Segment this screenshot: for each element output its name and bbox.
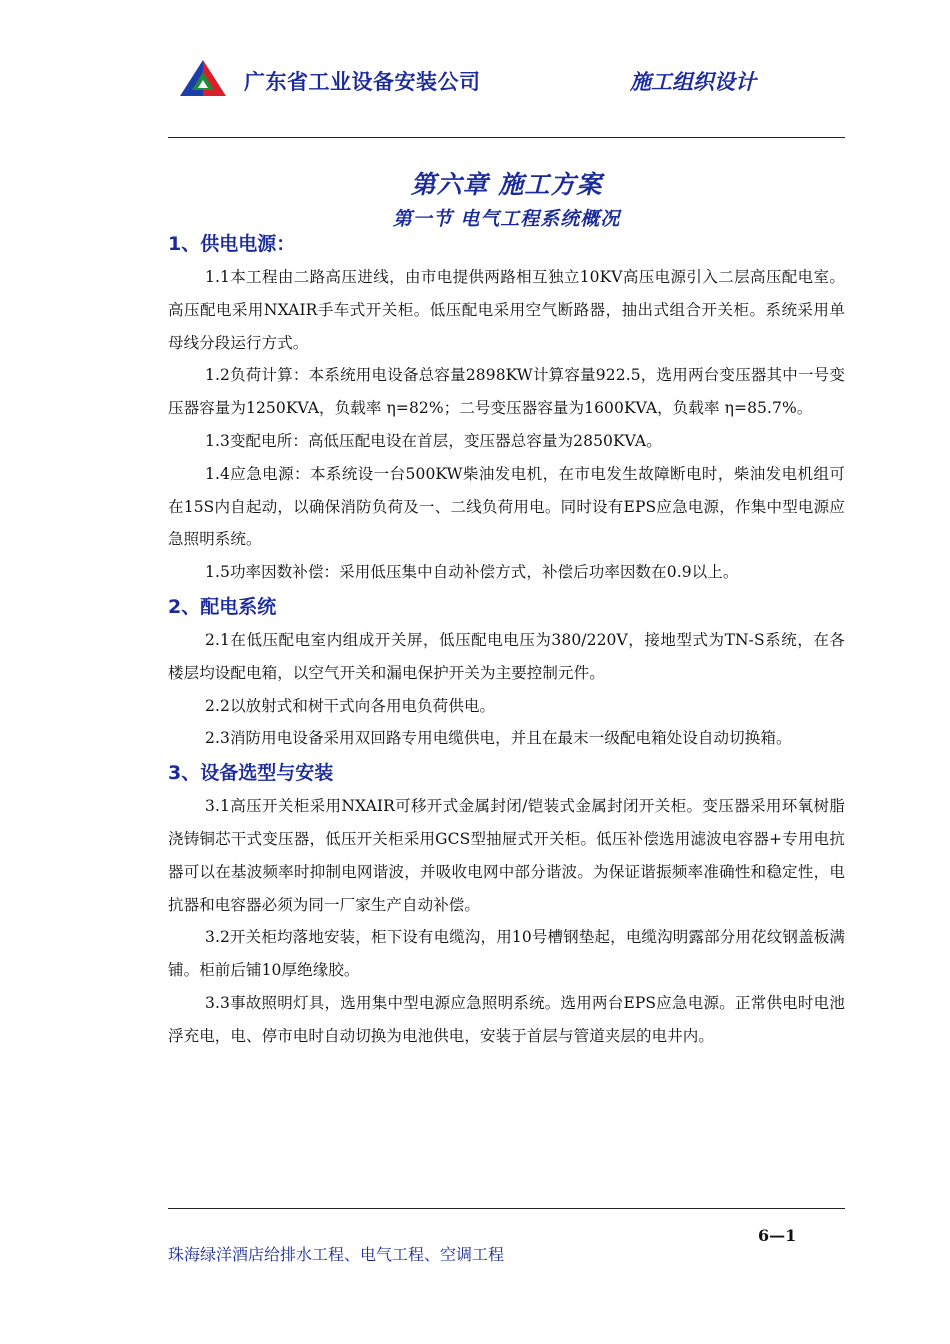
document-type: 施工组织设计 — [630, 70, 756, 94]
section-heading: 2、配电系统 — [168, 595, 277, 618]
paragraph: 1.1本工程由二路高压进线，由市电提供两路相互独立10KV高压电源引入二层高压配电室。高压配电采用NXAIR手车式开关柜。低压配电采用空气断路器，抽出式组合开关柜。系统采用单母线分段运行方式。 — [168, 268, 845, 352]
paragraph: 1.4应急电源：本系统设一台500KW柴油发电机，在市电发生故障断电时，柴油发电机组可在15S内自起动，以确保消防负荷及一、二线负荷用电。同时设有EPS应急电源，作集中型电源应急照明系统。 — [168, 464, 845, 549]
paragraph: 2.2以放射式和树干式向各用电负荷供电。 — [205, 696, 496, 715]
header-divider — [168, 137, 845, 138]
section-title: 第一节 电气工程系统概况 — [392, 208, 621, 230]
chapter-title: 第六章 施工方案 — [410, 170, 603, 199]
paragraph: 1.3变配电所：高低压配电设在首层，变压器总容量为2850KVA。 — [205, 431, 662, 450]
section-distribution-system — [168, 591, 845, 755]
footer-project-name: 珠海绿洋酒店给排水工程、电气工程、空调工程 — [168, 1245, 505, 1264]
company-name: 广东省工业设备安装公司 — [244, 70, 481, 94]
paragraph: 1.2负荷计算：本系统用电设备总容量2898KW计算容量922.5，选用两台变压器其中一号变压器容量为1250KVA，负载率 η=82%；二号变压器容量为1600KVA，负载率 η=85.7%。 — [168, 366, 845, 418]
paragraph: 2.1在低压配电室内组成开关屏，低压配电电压为380/220V，接地型式为TN-S系统，在各楼层均设配电箱，以空气开关和漏电保护开关为主要控制元件。 — [168, 630, 845, 682]
section-heading: 3、设备选型与安装 — [168, 762, 334, 785]
paragraph: 2.3消防用电设备采用双回路专用电缆供电，并且在最末一级配电箱处设自动切换箱。 — [205, 729, 792, 748]
section-heading: 1、供电电源： — [168, 233, 296, 255]
paragraph: 3.1高压开关柜采用NXAIR可移开式金属封闭/铠装式金属封闭开关柜。变压器采用环氧树脂浇铸铜芯干式变压器，低压开关柜采用GCS型抽屉式开关柜。低压补偿选用滤波电容器+专用电抗器可以在基波频率时抑制电网谐波，并吸收电网中部分谐波。为保证谐振频率准确性和稳定性，电抗器和电容器必须为同一厂家生产自动补偿。 — [168, 797, 845, 914]
paragraph: 3.3事故照明灯具，选用集中型电源应急照明系统。选用两台EPS应急电源。正常供电时电池浮充电，电、停市电时自动切换为电池供电，安装于首层与管道夹层的电井内。 — [168, 993, 845, 1045]
footer-divider — [168, 1208, 845, 1209]
document-body — [168, 226, 845, 1053]
section-equipment-installation — [168, 757, 845, 1052]
section-power-supply — [168, 228, 845, 589]
paragraph: 1.5功率因数补偿：采用低压集中自动补偿方式，补偿后功率因数在0.9以上。 — [205, 563, 739, 582]
company-logo-icon — [178, 58, 228, 98]
page-number: 6—1 — [758, 1226, 797, 1245]
paragraph: 3.2开关柜均落地安装，柜下设有电缆沟，用10号槽钢垫起，电缆沟明露部分用花纹钢盖板满铺。柜前后铺10厚绝缘胶。 — [168, 928, 845, 980]
